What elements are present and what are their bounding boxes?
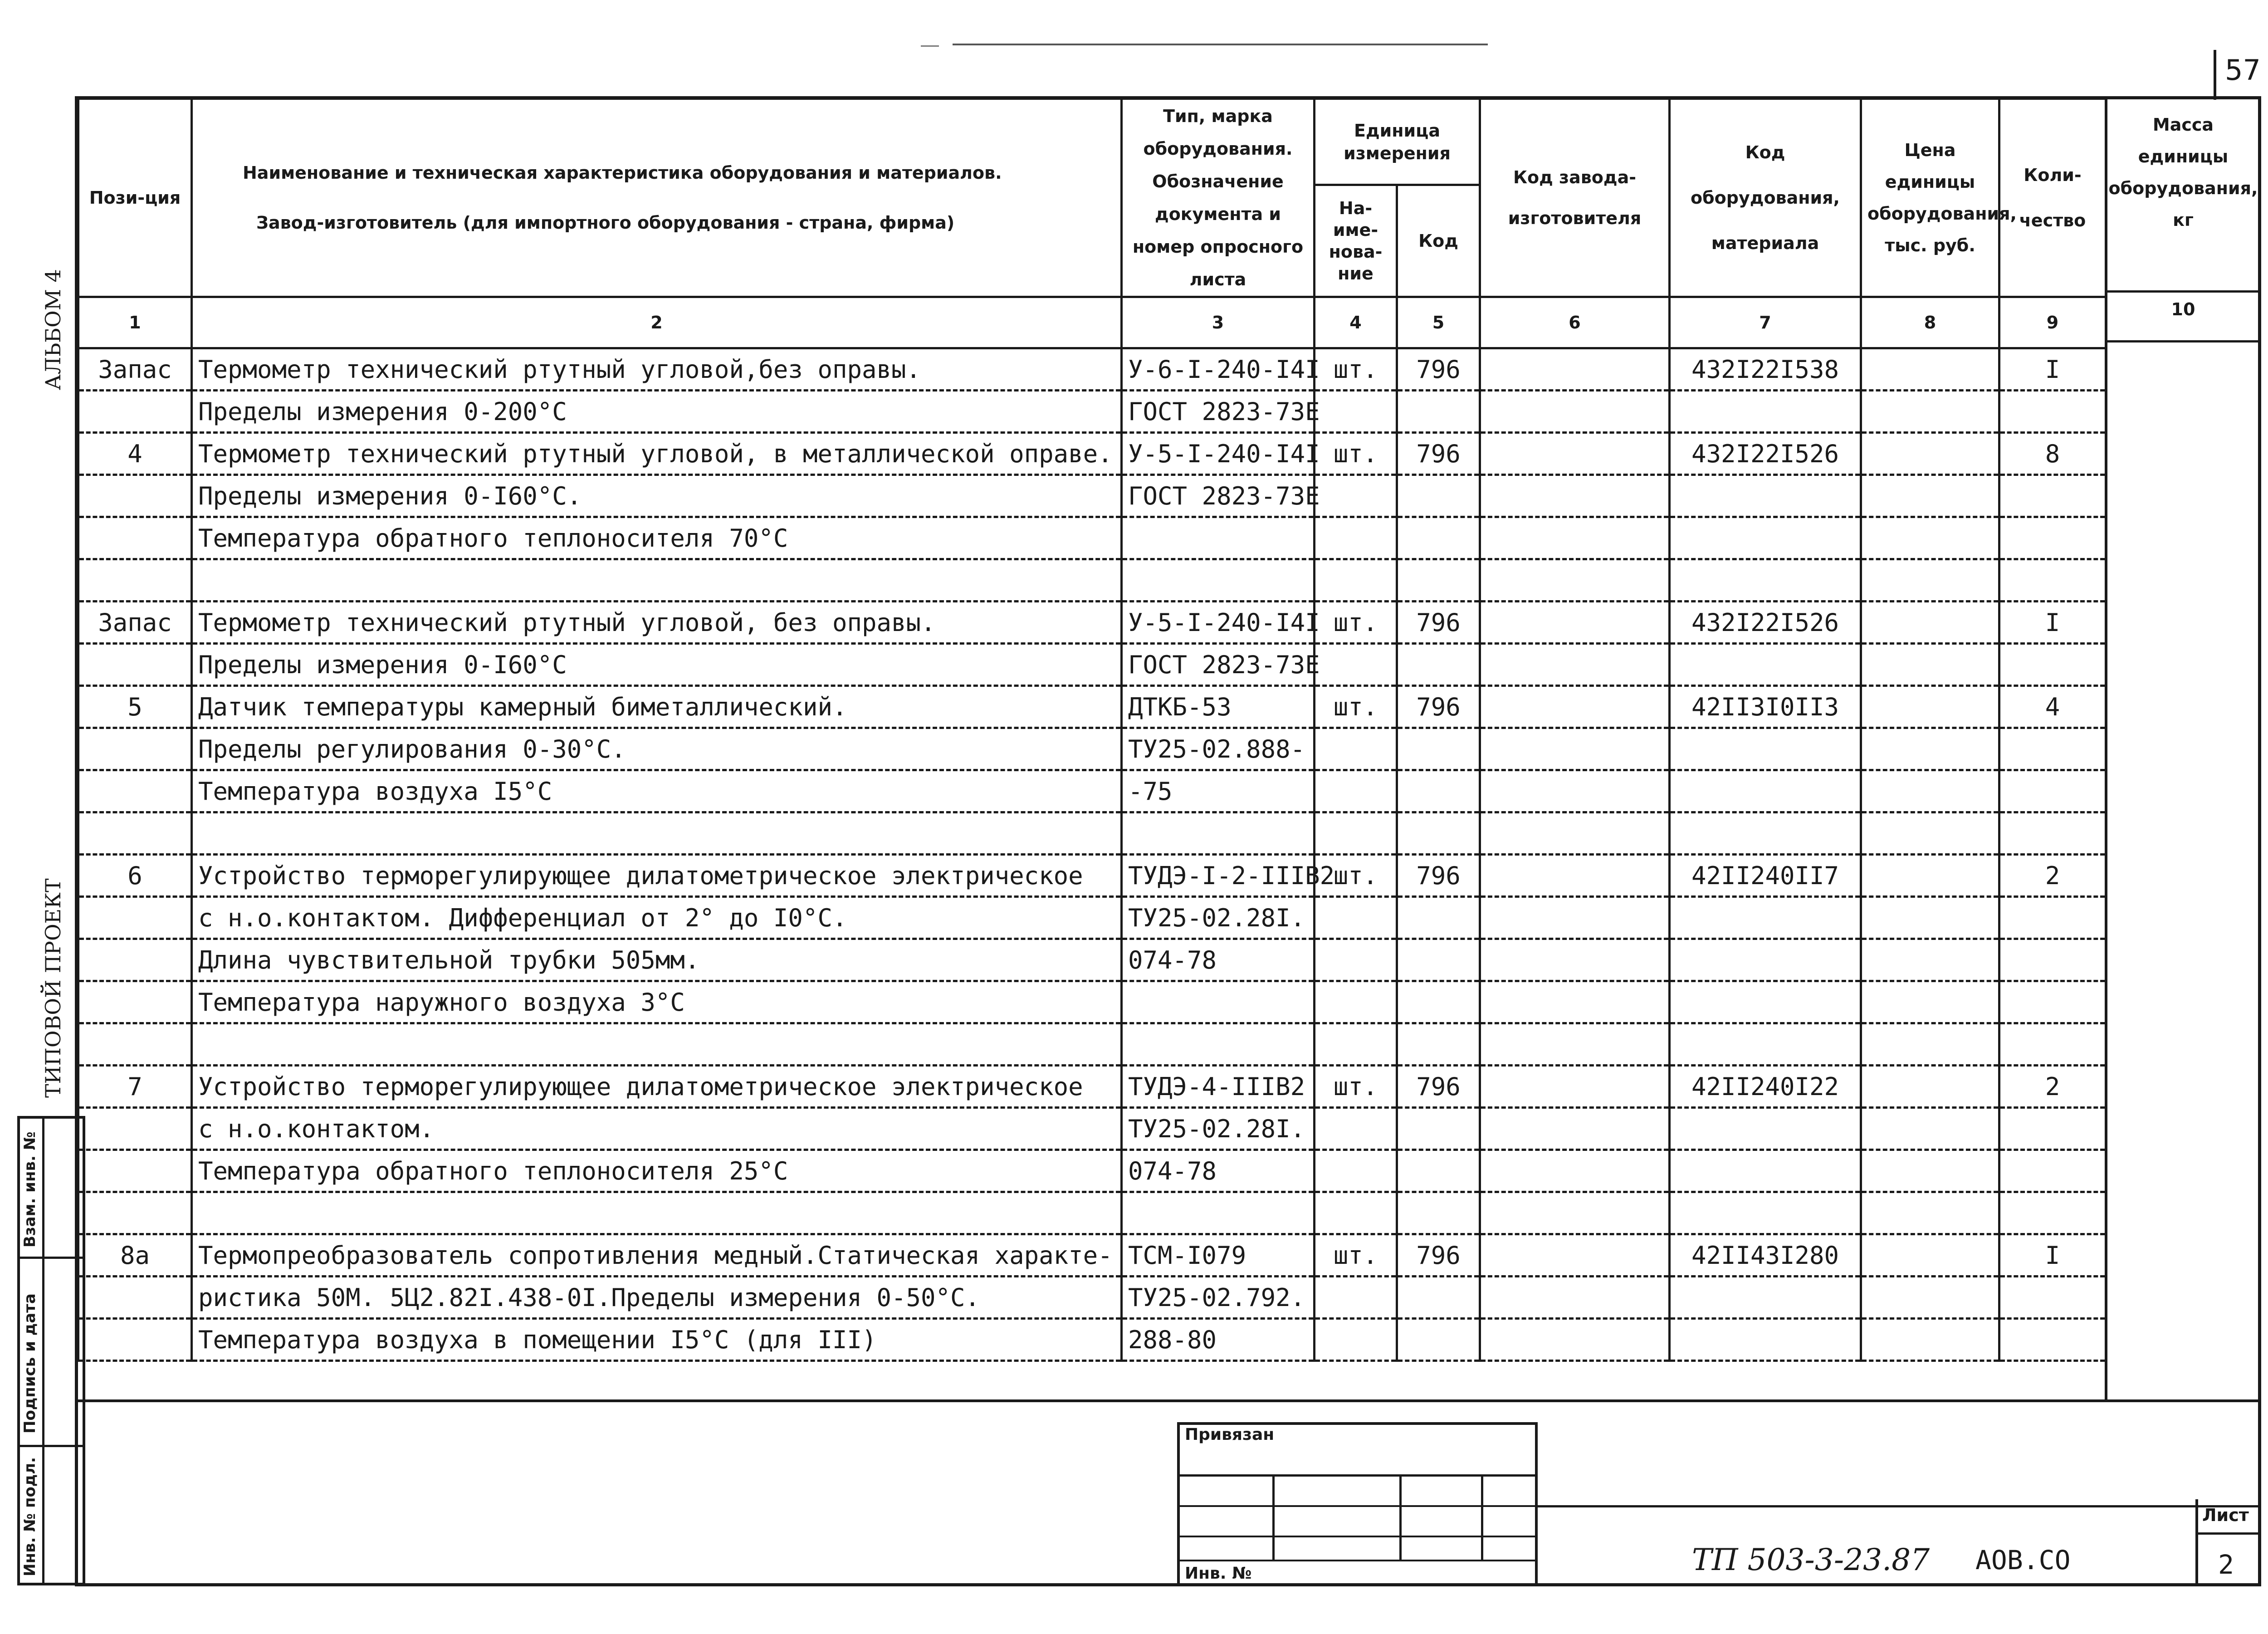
type-cell: 074-78 — [1122, 1150, 1315, 1192]
col-num-10: 10 — [2171, 299, 2195, 319]
position-cell — [78, 1192, 192, 1234]
quantity-cell: 2 — [1999, 855, 2106, 897]
type-cell — [1122, 812, 1315, 855]
col-num: 7 — [1670, 297, 1861, 348]
unit-code-cell — [1397, 1277, 1480, 1319]
name-cell: Термометр технический ртутный угловой,без оправы. — [192, 348, 1122, 391]
price-cell — [1861, 855, 1999, 897]
equipment-code-cell: 432I22I526 — [1670, 433, 1861, 475]
quantity-cell — [1999, 1192, 2106, 1234]
name-cell: Пределы измерения 0-200°С — [192, 391, 1122, 433]
unit-name-cell — [1315, 897, 1397, 939]
name-cell — [192, 1192, 1122, 1234]
position-cell — [78, 1277, 192, 1319]
type-cell: ГОСТ 2823-73Е — [1122, 391, 1315, 433]
type-cell: ТСМ-I079 — [1122, 1234, 1315, 1277]
type-cell — [1122, 517, 1315, 559]
position-cell — [78, 939, 192, 981]
unit-name-cell — [1315, 770, 1397, 812]
specification-table — [77, 98, 2107, 1362]
unit-name-cell: шт. — [1315, 1066, 1397, 1108]
equipment-code-cell — [1670, 1192, 1861, 1234]
unit-name-cell — [1315, 559, 1397, 602]
table-row — [78, 686, 2106, 728]
price-cell — [1861, 1192, 1999, 1234]
type-cell: У-5-I-240-I4I — [1122, 602, 1315, 644]
price-cell — [1861, 686, 1999, 728]
unit-name-cell: шт. — [1315, 686, 1397, 728]
unit-code-cell — [1397, 1150, 1480, 1192]
factory-code-cell — [1480, 1023, 1670, 1066]
title-block-top-rule — [1538, 1505, 2261, 1507]
quantity-cell — [1999, 644, 2106, 686]
stamp-grid-h1 — [1177, 1474, 1538, 1477]
equipment-code-cell — [1670, 812, 1861, 855]
quantity-cell — [1999, 728, 2106, 770]
factory-code-cell — [1480, 728, 1670, 770]
table-row — [78, 1150, 2106, 1192]
price-cell — [1861, 1023, 1999, 1066]
position-cell: Запас — [78, 348, 192, 391]
header-price: Цена единицы оборудования, тыс. руб. — [1861, 99, 1999, 297]
name-cell: Пределы измерения 0-I60°С. — [192, 475, 1122, 517]
table-row — [78, 644, 2106, 686]
page-number-bracket — [2214, 50, 2216, 100]
position-cell — [78, 728, 192, 770]
col-num: 9 — [1999, 297, 2106, 348]
price-cell — [1861, 559, 1999, 602]
factory-code-cell — [1480, 939, 1670, 981]
unit-code-cell: 796 — [1397, 1066, 1480, 1108]
unit-code-cell — [1397, 897, 1480, 939]
position-cell — [78, 391, 192, 433]
unit-code-cell: 796 — [1397, 602, 1480, 644]
equipment-code-cell — [1670, 939, 1861, 981]
unit-name-cell: шт. — [1315, 433, 1397, 475]
factory-code-cell — [1480, 770, 1670, 812]
table-row — [78, 770, 2106, 812]
table-row — [78, 1192, 2106, 1234]
quantity-cell — [1999, 1277, 2106, 1319]
col-num: 6 — [1480, 297, 1670, 348]
sheet-box-rule — [2195, 1532, 2261, 1535]
type-cell: ГОСТ 2823-73Е — [1122, 475, 1315, 517]
stamp-grid-h3 — [1177, 1536, 1538, 1537]
designation: ТП 503-3-23.87 — [1692, 1542, 1930, 1577]
quantity-cell: I — [1999, 602, 2106, 644]
type-cell: 288-80 — [1122, 1319, 1315, 1361]
factory-code-cell — [1480, 686, 1670, 728]
side-label-inv-podl: Инв. № подл. — [21, 1457, 39, 1576]
equipment-code-cell — [1670, 475, 1861, 517]
position-cell — [78, 1108, 192, 1150]
designation-code: АОВ.СО — [1975, 1545, 2071, 1575]
unit-name-cell — [1315, 391, 1397, 433]
name-cell: Температура обратного теплоносителя 70°С — [192, 517, 1122, 559]
name-cell: ристика 50М. 5Ц2.82I.438-0I.Пределы измерения 0-50°С. — [192, 1277, 1122, 1319]
position-cell — [78, 559, 192, 602]
stamp-block — [1177, 1422, 1538, 1586]
factory-code-cell — [1480, 1319, 1670, 1361]
header-name — [192, 99, 1122, 297]
table-row — [78, 728, 2106, 770]
type-cell: У-5-I-240-I4I — [1122, 433, 1315, 475]
position-cell — [78, 517, 192, 559]
quantity-cell: I — [1999, 1234, 2106, 1277]
unit-code-cell — [1397, 770, 1480, 812]
col-num: 4 — [1315, 297, 1397, 348]
name-cell: Термометр технический ртутный угловой, без оправы. — [192, 602, 1122, 644]
unit-code-cell — [1397, 1319, 1480, 1361]
type-cell: ТУ25-02.888- — [1122, 728, 1315, 770]
unit-name-cell: шт. — [1315, 348, 1397, 391]
unit-name-cell: шт. — [1315, 1234, 1397, 1277]
quantity-cell — [1999, 897, 2106, 939]
type-cell: ГОСТ 2823-73Е — [1122, 644, 1315, 686]
header-factory-code: Код завода-изготовителя — [1480, 99, 1670, 297]
unit-code-cell — [1397, 812, 1480, 855]
unit-name-cell — [1315, 644, 1397, 686]
price-cell — [1861, 1319, 1999, 1361]
position-cell: Запас — [78, 602, 192, 644]
table-row — [78, 517, 2106, 559]
equipment-code-cell — [1670, 897, 1861, 939]
stamp-privyazan: Привязан — [1185, 1425, 1275, 1444]
name-cell: с н.о.контактом. — [192, 1108, 1122, 1150]
header-bottom-rule-mass — [2105, 290, 2261, 293]
table-row — [78, 1319, 2106, 1361]
factory-code-cell — [1480, 517, 1670, 559]
price-cell — [1861, 897, 1999, 939]
unit-code-cell — [1397, 1108, 1480, 1150]
equipment-code-cell — [1670, 391, 1861, 433]
unit-code-cell — [1397, 475, 1480, 517]
position-cell — [78, 981, 192, 1023]
price-cell — [1861, 1108, 1999, 1150]
stamp-inv-no: Инв. № — [1185, 1564, 1252, 1583]
table-row — [78, 855, 2106, 897]
equipment-code-cell: 42II3I0II3 — [1670, 686, 1861, 728]
price-cell — [1861, 475, 1999, 517]
unit-code-cell — [1397, 644, 1480, 686]
table-row — [78, 1023, 2106, 1066]
unit-name-cell — [1315, 475, 1397, 517]
equipment-code-cell: 42II240II7 — [1670, 855, 1861, 897]
unit-name-cell — [1315, 1277, 1397, 1319]
table-row — [78, 391, 2106, 433]
position-cell — [78, 1319, 192, 1361]
price-cell — [1861, 433, 1999, 475]
name-cell — [192, 812, 1122, 855]
price-cell — [1861, 1150, 1999, 1192]
quantity-cell — [1999, 1150, 2106, 1192]
equipment-code-cell: 432I22I526 — [1670, 602, 1861, 644]
position-cell — [78, 897, 192, 939]
type-cell: ТУДЭ-4-IIIВ2 — [1122, 1066, 1315, 1108]
factory-code-cell — [1480, 433, 1670, 475]
table-row — [78, 475, 2106, 517]
type-cell: ТУ25-02.28I. — [1122, 1108, 1315, 1150]
header-qty: Коли-чество — [1999, 99, 2106, 297]
col-num: 3 — [1122, 297, 1315, 348]
side-label-album: АЛЬБОМ 4 — [41, 269, 65, 390]
name-cell: Температура обратного теплоносителя 25°С — [192, 1150, 1122, 1192]
header-name-line2: Завод-изготовитель (для импортного оборудования - страна, фирма) — [256, 213, 955, 233]
unit-name-cell: шт. — [1315, 602, 1397, 644]
factory-code-cell — [1480, 475, 1670, 517]
table-row — [78, 897, 2106, 939]
name-cell: Температура воздуха I5°С — [192, 770, 1122, 812]
table-row — [78, 1234, 2106, 1277]
factory-code-cell — [1480, 1277, 1670, 1319]
factory-code-cell — [1480, 1234, 1670, 1277]
factory-code-cell — [1480, 897, 1670, 939]
position-cell — [78, 1150, 192, 1192]
factory-code-cell — [1480, 1066, 1670, 1108]
equipment-code-cell — [1670, 559, 1861, 602]
table-row — [78, 1277, 2106, 1319]
type-cell: ТУДЭ-I-2-IIIВ2 — [1122, 855, 1315, 897]
quantity-cell — [1999, 812, 2106, 855]
quantity-cell: 8 — [1999, 433, 2106, 475]
name-cell: Температура наружного воздуха 3°С — [192, 981, 1122, 1023]
factory-code-cell — [1480, 981, 1670, 1023]
sheet-number: 2 — [2218, 1549, 2234, 1580]
side-label-podpis: Подпись и дата — [21, 1293, 39, 1433]
position-cell: 4 — [78, 433, 192, 475]
factory-code-cell — [1480, 855, 1670, 897]
unit-name-cell — [1315, 1023, 1397, 1066]
name-cell: Пределы регулирования 0-30°С. — [192, 728, 1122, 770]
price-cell — [1861, 644, 1999, 686]
factory-code-cell — [1480, 812, 1670, 855]
name-cell — [192, 559, 1122, 602]
quantity-cell — [1999, 1319, 2106, 1361]
quantity-cell — [1999, 939, 2106, 981]
factory-code-cell — [1480, 1150, 1670, 1192]
position-cell: 6 — [78, 855, 192, 897]
side-label-project: ТИПОВОЙ ПРОЕКТ — [41, 878, 65, 1098]
position-cell: 8а — [78, 1234, 192, 1277]
top-rule — [953, 44, 1488, 45]
equipment-code-cell: 42II240I22 — [1670, 1066, 1861, 1108]
equipment-code-cell: 432I22I538 — [1670, 348, 1861, 391]
column-numbers-row — [78, 297, 2106, 348]
header-type: Тип, марка оборудования. Обозначение документа и номер опросного листа — [1122, 99, 1315, 297]
name-cell: Пределы измерения 0-I60°С — [192, 644, 1122, 686]
type-cell: ТУ25-02.28I. — [1122, 897, 1315, 939]
unit-code-cell — [1397, 728, 1480, 770]
equipment-code-cell — [1670, 644, 1861, 686]
name-cell: Термопреобразователь сопротивления медный.Статическая характе- — [192, 1234, 1122, 1277]
name-cell: Устройство терморегулирующее дилатометрическое электрическое — [192, 1066, 1122, 1108]
quantity-cell: 4 — [1999, 686, 2106, 728]
price-cell — [1861, 939, 1999, 981]
unit-name-cell — [1315, 1150, 1397, 1192]
unit-code-cell — [1397, 1023, 1480, 1066]
stamp-grid-v2 — [1399, 1474, 1402, 1561]
stamp-grid-h4 — [1177, 1560, 1538, 1561]
numbers-bottom-rule-mass — [2105, 340, 2261, 342]
table-row — [78, 981, 2106, 1023]
quantity-cell: I — [1999, 348, 2106, 391]
header-equip-code: Код оборудования, материала — [1670, 99, 1861, 297]
name-cell: с н.о.контактом. Дифференциал от 2° до I0°С. — [192, 897, 1122, 939]
header-unit-name: На-име-нова-ние — [1315, 185, 1397, 297]
price-cell — [1861, 1234, 1999, 1277]
unit-name-cell — [1315, 981, 1397, 1023]
price-cell — [1861, 812, 1999, 855]
position-cell — [78, 644, 192, 686]
price-cell — [1861, 1277, 1999, 1319]
unit-code-cell — [1397, 559, 1480, 602]
price-cell — [1861, 981, 1999, 1023]
stamp-grid-h2 — [1177, 1505, 1538, 1507]
unit-code-cell — [1397, 981, 1480, 1023]
factory-code-cell — [1480, 1192, 1670, 1234]
position-cell — [78, 812, 192, 855]
quantity-cell — [1999, 475, 2106, 517]
quantity-cell — [1999, 770, 2106, 812]
header-mass: Масса единицы оборудования, кг — [2108, 115, 2258, 230]
header-unit: Единица измерения — [1315, 99, 1480, 185]
equipment-code-cell — [1670, 1150, 1861, 1192]
table-row — [78, 812, 2106, 855]
table-bottom-rule — [75, 1399, 2261, 1402]
quantity-cell — [1999, 1108, 2106, 1150]
unit-name-cell — [1315, 517, 1397, 559]
price-cell — [1861, 391, 1999, 433]
unit-code-cell: 796 — [1397, 686, 1480, 728]
unit-code-cell — [1397, 391, 1480, 433]
name-cell: Термометр технический ртутный угловой, в металлической оправе. — [192, 433, 1122, 475]
quantity-cell — [1999, 391, 2106, 433]
type-cell: 074-78 — [1122, 939, 1315, 981]
type-cell — [1122, 981, 1315, 1023]
name-cell: Датчик температуры камерный биметаллический. — [192, 686, 1122, 728]
factory-code-cell — [1480, 602, 1670, 644]
unit-name-cell — [1315, 1192, 1397, 1234]
table-row — [78, 602, 2106, 644]
type-cell: ДТКБ-53 — [1122, 686, 1315, 728]
equipment-code-cell — [1670, 981, 1861, 1023]
price-cell — [1861, 602, 1999, 644]
col-num: 8 — [1861, 297, 1999, 348]
position-cell — [78, 1023, 192, 1066]
col-num: 2 — [192, 297, 1122, 348]
header-name-line1: Наименование и техническая характеристика оборудования и материалов. — [243, 163, 1002, 183]
side-label-vzam: Взам. инв. № — [21, 1131, 39, 1248]
unit-name-cell — [1315, 812, 1397, 855]
unit-code-cell: 796 — [1397, 855, 1480, 897]
type-cell — [1122, 559, 1315, 602]
equipment-code-cell — [1670, 728, 1861, 770]
unit-code-cell: 796 — [1397, 1234, 1480, 1277]
table-row — [78, 1108, 2106, 1150]
unit-code-cell — [1397, 517, 1480, 559]
name-cell: Устройство терморегулирующее дилатометрическое электрическое — [192, 855, 1122, 897]
table-row — [78, 1066, 2106, 1108]
type-cell: -75 — [1122, 770, 1315, 812]
equipment-code-cell: 42II43I280 — [1670, 1234, 1861, 1277]
position-cell: 7 — [78, 1066, 192, 1108]
quantity-cell — [1999, 517, 2106, 559]
mass-column-border — [2105, 98, 2107, 1402]
factory-code-cell — [1480, 348, 1670, 391]
price-cell — [1861, 517, 1999, 559]
type-cell — [1122, 1023, 1315, 1066]
equipment-code-cell — [1670, 1319, 1861, 1361]
price-cell — [1861, 348, 1999, 391]
quantity-cell — [1999, 559, 2106, 602]
header-unit-code: Код — [1397, 185, 1480, 297]
factory-code-cell — [1480, 1108, 1670, 1150]
quantity-cell: 2 — [1999, 1066, 2106, 1108]
table-row — [78, 348, 2106, 391]
stamp-grid-v3 — [1481, 1474, 1483, 1561]
equipment-code-cell — [1670, 517, 1861, 559]
top-rule-short — [921, 45, 939, 47]
position-cell — [78, 475, 192, 517]
unit-name-cell — [1315, 1108, 1397, 1150]
unit-name-cell: шт. — [1315, 855, 1397, 897]
equipment-code-cell — [1670, 770, 1861, 812]
factory-code-cell — [1480, 559, 1670, 602]
header-pos: Пози-ция — [78, 99, 192, 297]
price-cell — [1861, 728, 1999, 770]
unit-code-cell: 796 — [1397, 348, 1480, 391]
unit-name-cell — [1315, 939, 1397, 981]
type-cell: ТУ25-02.792. — [1122, 1277, 1315, 1319]
price-cell — [1861, 770, 1999, 812]
col-num: 5 — [1397, 297, 1480, 348]
table-row — [78, 433, 2106, 475]
price-cell — [1861, 1066, 1999, 1108]
page-number: 57 — [2225, 54, 2261, 87]
name-cell: Длина чувствительной трубки 505мм. — [192, 939, 1122, 981]
stamp-grid-v1 — [1272, 1474, 1275, 1561]
name-cell: Температура воздуха в помещении I5°С (для III) — [192, 1319, 1122, 1361]
equipment-code-cell — [1670, 1277, 1861, 1319]
type-cell — [1122, 1192, 1315, 1234]
position-cell: 5 — [78, 686, 192, 728]
sheet-label: Лист — [2202, 1505, 2249, 1525]
factory-code-cell — [1480, 644, 1670, 686]
position-cell — [78, 770, 192, 812]
unit-name-cell — [1315, 1319, 1397, 1361]
name-cell — [192, 1023, 1122, 1066]
col-num: 1 — [78, 297, 192, 348]
quantity-cell — [1999, 1023, 2106, 1066]
table-row — [78, 559, 2106, 602]
factory-code-cell — [1480, 391, 1670, 433]
unit-code-cell — [1397, 939, 1480, 981]
type-cell: У-6-I-240-I4I — [1122, 348, 1315, 391]
quantity-cell — [1999, 981, 2106, 1023]
unit-name-cell — [1315, 728, 1397, 770]
unit-code-cell — [1397, 1192, 1480, 1234]
equipment-code-cell — [1670, 1108, 1861, 1150]
unit-code-cell: 796 — [1397, 433, 1480, 475]
table-row — [78, 939, 2106, 981]
specification-body — [78, 348, 2106, 1361]
equipment-code-cell — [1670, 1023, 1861, 1066]
